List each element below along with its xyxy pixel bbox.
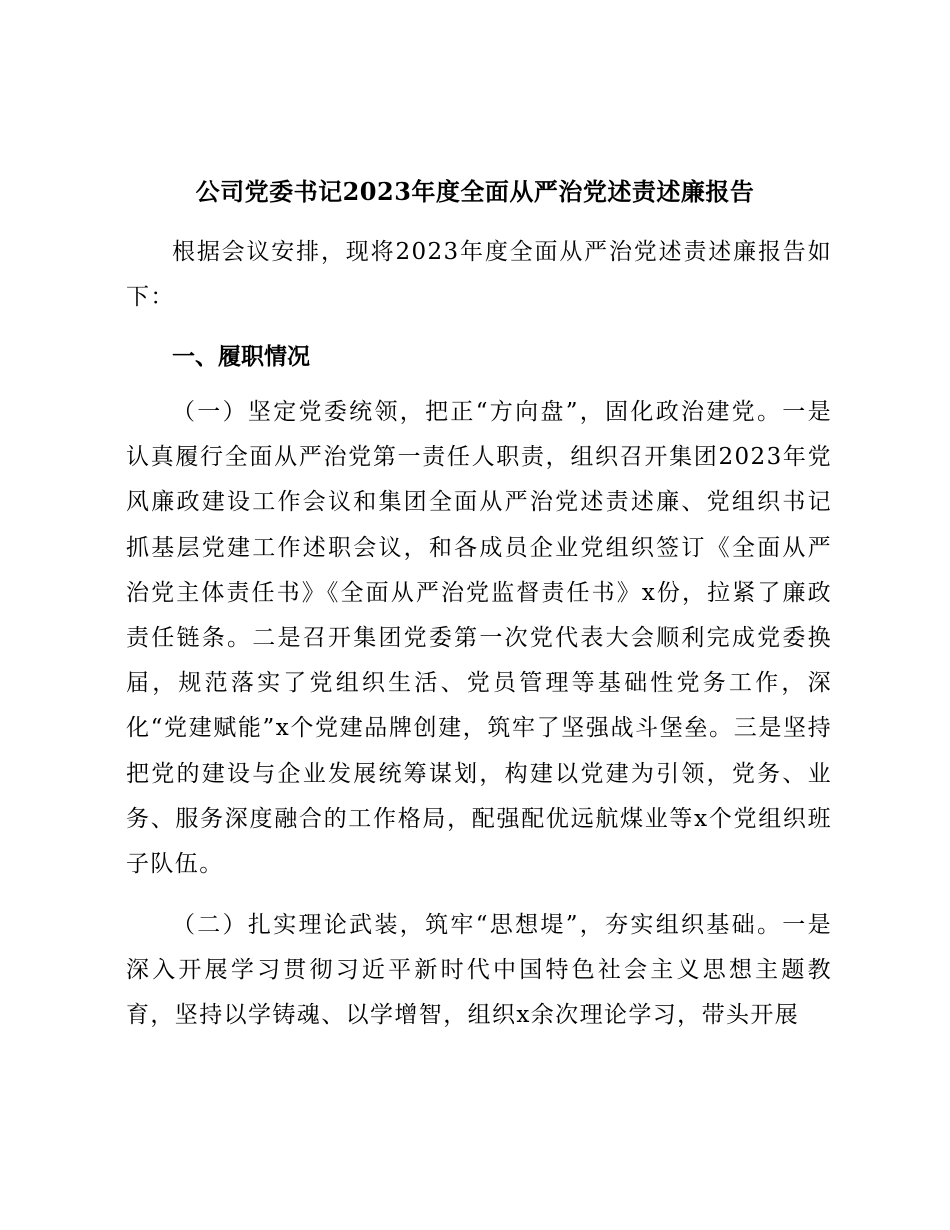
paragraph-party-leadership: （一）坚定党委统领，把正“方向盘”，固化政治建党。一是认真履行全面从严治党第一责任人职责，组织召开集团2023年党风廉政建设工作会议和集团全面从严治党述责述廉、党组织书记抓基层党建工作述职会议，和各成员企业党组织签订《全面从严治党主体责任书》《全面从严治党监督责任书》x份，拉紧了廉政责任链条。二是召开集团党委第一次党代表大会顺利完成党委换届，规范落实了党组织生活、党员管理等基础性党务工作，深化“党建赋能”x个党建品牌创建，筑牢了坚强战斗堡垒。三是坚持把党的建设与企业发展统筹谋划，构建以党建为引领，党务、业务、服务深度融合的工作格局，配强配优远航煤业等x个党组织班子队伍。 xyxy=(126,399,832,878)
intro-paragraph: 根据会议安排，现将2023年度全面从严治党述责述廉报告如下： xyxy=(126,239,832,311)
section-heading-performance: 一、履职情况 xyxy=(172,344,310,370)
paragraph-theory-study: （二）扎实理论武装，筑牢“思想堤”，夯实组织基础。一是深入开展学习贯彻习近平新时代中国特色社会主义思想主题教育，坚持以学铸魂、以学增智，组织x余次理论学习，带头开展 xyxy=(126,912,832,1029)
document-title: 公司党委书记2023年度全面从严治党述责述廉报告 xyxy=(195,177,755,206)
